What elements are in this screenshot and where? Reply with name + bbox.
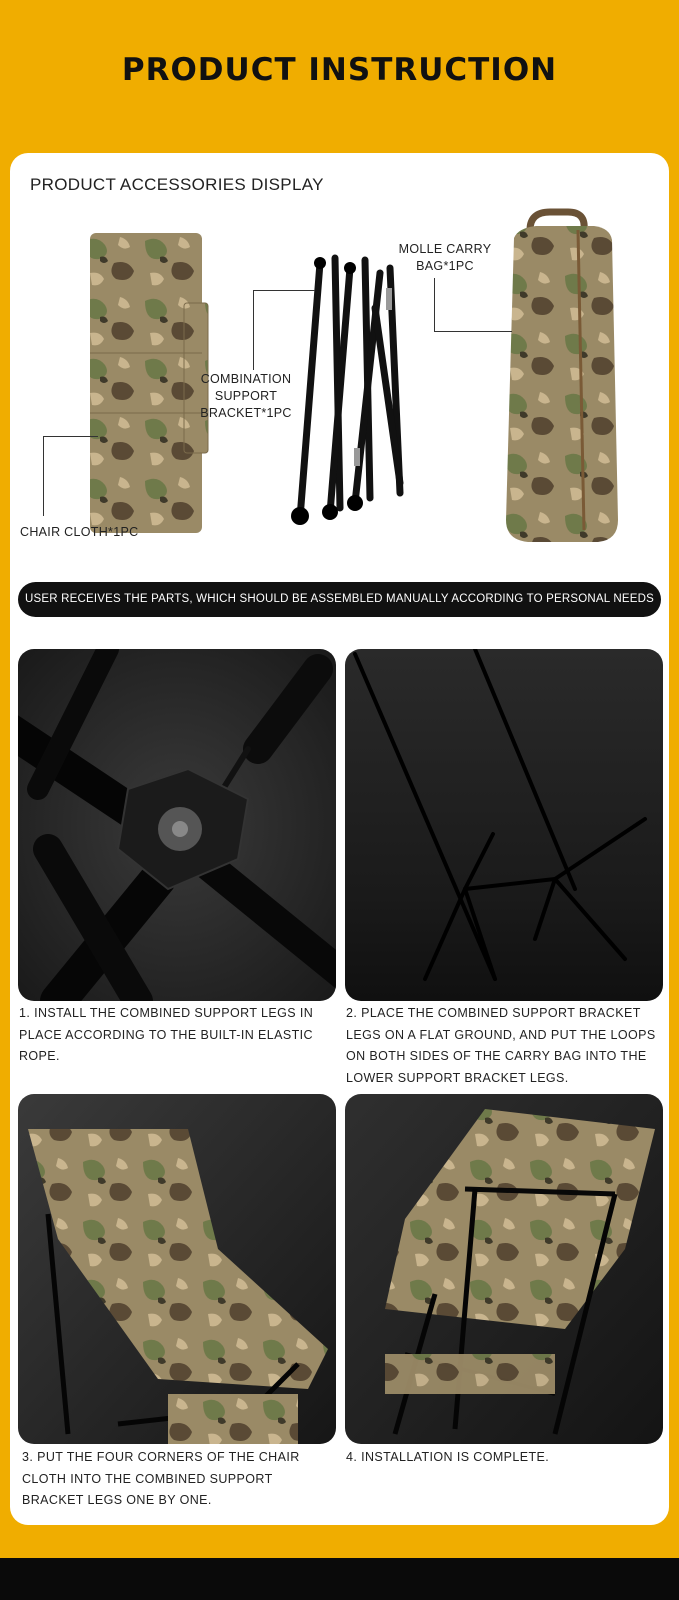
support-bracket-leader [253, 290, 254, 370]
chair-cloth-label: CHAIR CLOTH*1PC [20, 525, 139, 539]
instruction-card [10, 153, 669, 1525]
support-bracket-image [280, 248, 420, 538]
footer-bar [0, 1558, 679, 1600]
carry-bag-label: MOLLE CARRY BAG*1PC [398, 242, 492, 273]
carry-bag-leader-h [434, 331, 512, 332]
chair-cloth-leader [43, 436, 44, 516]
step-4-text: 4. INSTALLATION IS COMPLETE. [346, 1450, 550, 1464]
page-title: PRODUCT INSTRUCTION [121, 52, 558, 88]
step-2-photo [345, 649, 663, 1001]
step-1-photo [18, 649, 336, 1001]
accessories-heading: PRODUCT ACCESSORIES DISPLAY [30, 175, 324, 194]
carry-bag-leader [434, 278, 435, 331]
step-4-photo [345, 1094, 663, 1444]
assembly-notice-banner: USER RECEIVES THE PARTS, WHICH SHOULD BE ASSEMBLED MANUALLY ACCORDING TO PERSONAL NEEDS [18, 582, 661, 617]
carry-bag-image [500, 208, 620, 548]
step-3-photo [18, 1094, 336, 1444]
step-3-text: 3. PUT THE FOUR CORNERS OF THE CHAIR CLOTH INTO THE COMBINED SUPPORT BRACKET LEGS ONE BY ONE. [22, 1450, 300, 1507]
chair-cloth-leader-h [43, 436, 98, 437]
step-2-text: 2. PLACE THE COMBINED SUPPORT BRACKET LEGS ON A FLAT GROUND, AND PUT THE LOOPS ON BOTH SIDES OF THE CARRY BAG INTO THE LOWER SUPPORT BRACKET LEGS. [346, 1006, 656, 1085]
step-1-text: 1. INSTALL THE COMBINED SUPPORT LEGS IN PLACE ACCORDING TO THE BUILT-IN ELASTIC ROPE. [19, 1006, 314, 1063]
support-bracket-label: COMBINATION SUPPORT BRACKET*1PC [200, 372, 292, 420]
support-bracket-leader-h [253, 290, 315, 291]
